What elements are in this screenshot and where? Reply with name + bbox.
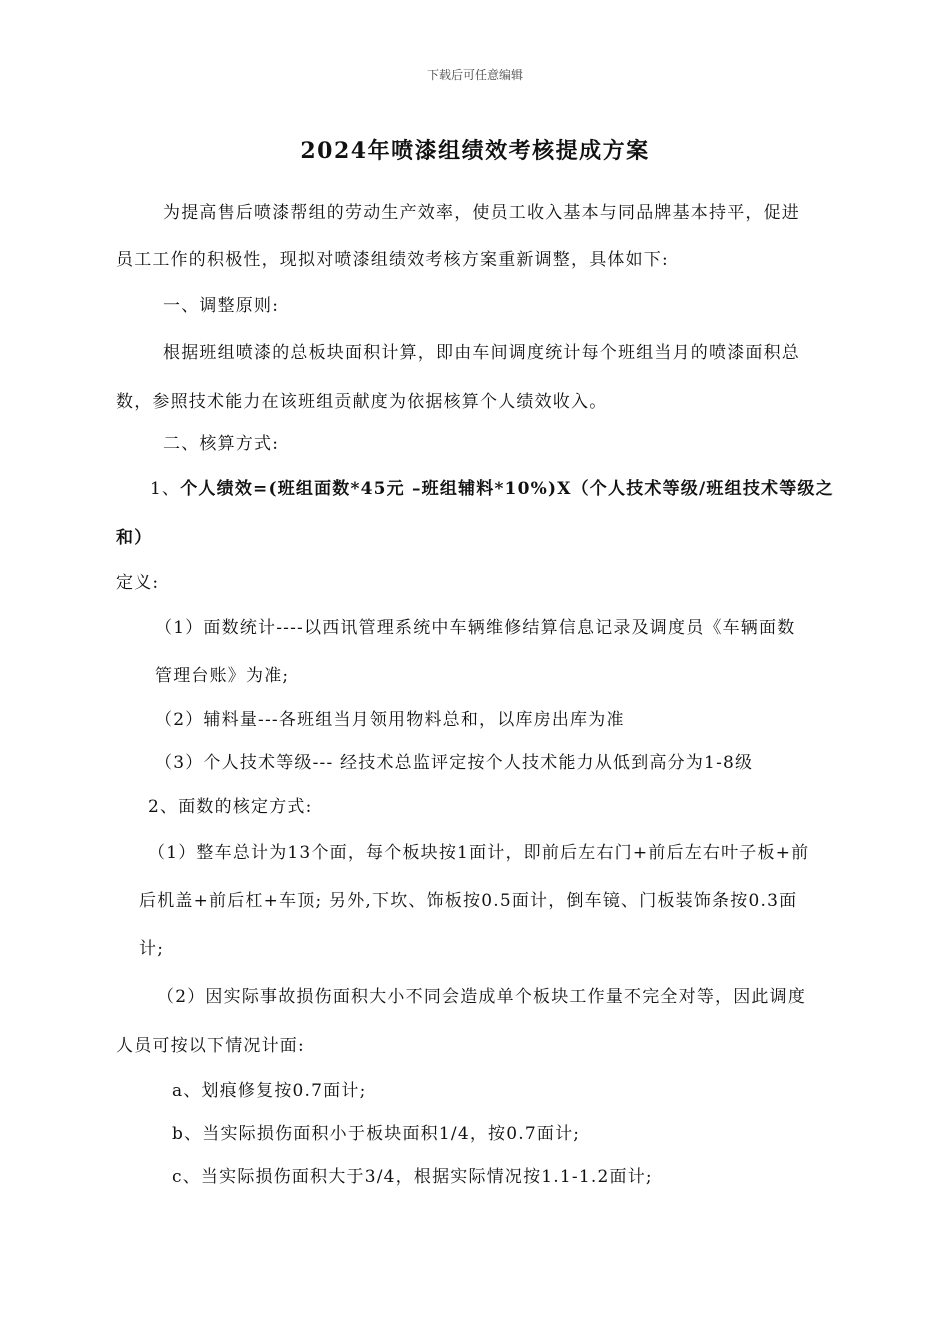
item-2-line-2: 人员可按以下情况计面: <box>116 1036 305 1056</box>
sub-item-b: b、当实际损伤面积小于板块面积1/4，按0.7面计; <box>172 1124 581 1144</box>
intro-line-1: 为提高售后喷漆帮组的劳动生产效率，使员工收入基本与同品牌基本持平，促进 <box>163 203 800 223</box>
item-2-line-1: （2）因实际事故损伤面积大小不同会造成单个板块工作量不完全对等，因此调度 <box>157 987 807 1007</box>
formula-text: 个人绩效=(班组面数*45元 –班组辅料*10%)X（个人技术等级/班组技术等级之 <box>180 479 834 499</box>
section-3-heading: 2、面数的核定方式: <box>148 797 313 817</box>
definition-1-line-2: 管理台账》为准; <box>155 666 290 686</box>
definition-2: （2）辅料量---各班组当月领用物料总和，以库房出库为准 <box>155 710 625 730</box>
section-1-line-1: 根据班组喷漆的总板块面积计算，即由车间调度统计每个班组当月的喷漆面积总 <box>163 343 800 363</box>
sub-item-c: c、当实际损伤面积大于3/4，根据实际情况按1.1-1.2面计; <box>172 1167 653 1187</box>
definition-3: （3）个人技术等级--- 经技术总监评定按个人技术能力从低到高分为1-8级 <box>155 753 754 773</box>
intro-line-2: 员工工作的积极性，现拟对喷漆组绩效考核方案重新调整，具体如下: <box>116 250 669 270</box>
section-2-heading: 二、核算方式: <box>163 434 280 454</box>
sub-item-a: a、划痕修复按0.7面计; <box>172 1081 367 1101</box>
page-header: 下载后可任意编辑 <box>426 68 523 82</box>
formula-line-2: 和） <box>116 528 153 548</box>
formula-line-1 <box>150 478 834 500</box>
item-1-line-1: （1）整车总计为13个面，每个板块按1面计，即前后左右门+前后左右叶子板+前 <box>148 843 810 863</box>
definition-label: 定义: <box>116 573 160 593</box>
section-1-line-2: 数，参照技术能力在该班组贡献度为依据核算个人绩效收入。 <box>116 392 608 412</box>
document-title: 2024年喷漆组绩效考核提成方案 <box>300 138 650 164</box>
section-1-heading: 一、调整原则: <box>163 296 280 316</box>
item-1-line-2: 后机盖+前后杠+车顶; 另外,下坎、饰板按0.5面计，倒车镜、门板装饰条按0.3面 <box>139 891 798 911</box>
definition-1-line-1: （1）面数统计----以西讯管理系统中车辆维修结算信息记录及调度员《车辆面数 <box>155 618 796 638</box>
item-1-line-3: 计; <box>139 939 165 959</box>
formula-prefix: 1、 <box>150 479 181 499</box>
